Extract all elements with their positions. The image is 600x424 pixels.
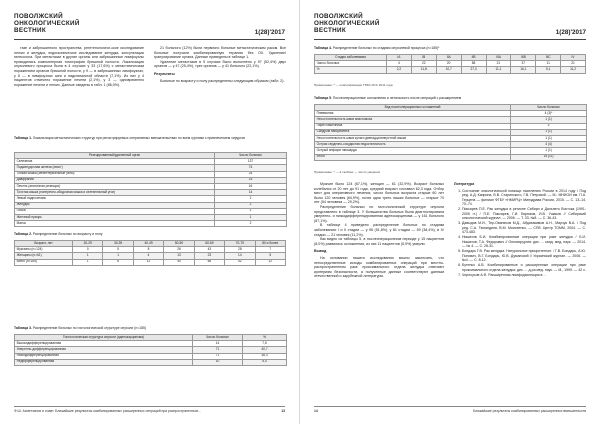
table1-cell-organ: Левый надпочечник <box>15 196 215 202</box>
table1-caption-label: Таблица 1. <box>14 136 32 140</box>
table3-caption-text: Распределение больных по гистологической структуре опухоли (n=185) <box>32 326 146 330</box>
table2-cell-value: 13 <box>164 253 194 259</box>
table4-header: IA <box>387 55 412 61</box>
table1-cell-organ: Диафрагма <box>15 177 215 183</box>
journal-title-line: ОНКОЛОГИЧЕСКИЙ <box>314 19 380 27</box>
table1-cell-organ: Желчный пузырь <box>15 214 215 220</box>
table4-header: IIIB <box>511 55 536 61</box>
table5-cell-complication: Пневмония <box>315 111 511 117</box>
table4-cell-value: 16,1 <box>511 67 536 73</box>
table4-header: IIA <box>436 55 461 61</box>
table4-cell-value: 58 <box>461 61 486 67</box>
table5-cell-complication: Парез кишечника <box>315 123 511 129</box>
table5-cell-count: 1 (1) <box>511 135 587 141</box>
table4-cell-label: % <box>315 67 387 73</box>
table2-cell-value: 28 <box>225 247 255 253</box>
table-row <box>315 154 587 160</box>
table4-cell-value: 11,2 <box>561 67 586 73</box>
table4-header: IIB <box>461 55 486 61</box>
table-row <box>15 259 286 265</box>
body-paragraph: Мужчин было 124 (67,1%), женщин — 61 (32,9%). Возраст больных колебался от 20 лет до 91 года, средний возраст составил 62,3 года. Отбор мест для оперативного лечения, число больных возраста старше 60 лет было 120 человек (64,9%), почти одна треть наших больных — старше 70 лет (54 человека — 29,2%). <box>314 182 444 205</box>
table2-cell-value: 40 <box>164 259 194 265</box>
table3-caption-label: Таблица 3. <box>14 326 32 330</box>
reference-item: 7. Черноусов А.Ф. Расширенная лимфодиссекция в… <box>462 273 586 278</box>
table4-note: Примечание: * — классификация TNM UICC 2011 года <box>314 83 393 87</box>
table1-cell-count: 137 <box>215 159 287 165</box>
table1-cell-count: 74 <box>215 165 287 171</box>
table4-cell-value: 21 <box>561 61 586 67</box>
table5-caption <box>314 96 586 100</box>
references-heading: Литература <box>454 182 475 186</box>
table2-age-header: 70-79 <box>225 241 255 247</box>
body-paragraph: Удаление метастазов в 5 случаях было выполнено у 97 (52,4%) двух органов — у 47 (25,4%), трех органов — у 41 больного (22,1%). <box>154 59 286 69</box>
table2-cell-value: 66 <box>194 259 224 265</box>
table4-header: IIIC <box>536 55 561 61</box>
table5-caption-label: Таблица 5. <box>314 96 332 100</box>
table3-cell-histology: Высокодифференцированная <box>15 341 193 347</box>
table3-header: Число больных <box>193 335 243 341</box>
body-paragraph: Как видно из таблицы 5, в послеоперационном периоде у 15 пациентов (8,0%) развились осложнения, из них 11 пациентов (5,9%) умерли. <box>314 237 444 246</box>
table3-cell-histology: Недифференцированная <box>15 359 193 365</box>
table4-cell-value: 22 <box>411 61 436 67</box>
reference-item: 2. Пиксарев П.Е. Рак желудка в регионе Сибири и Дальнего Востока (1991-2005 гг.) / П.Е. Пиксарев, Г.И. Бирюков, И.В. Ушаков // Сибирский онкологический журнал. — 2006. — Т. 33, №8. — С. 36-43. <box>462 207 586 221</box>
table2-age-header: 60-69 <box>194 241 224 247</box>
table5-cell-complication: Несостоятельность швов культи двенадцатиперстной кишки <box>315 135 511 141</box>
table1-caption <box>14 136 286 140</box>
journal-title-line: ПОВОЛЖСКИЙ <box>14 13 63 20</box>
table5-cell-count: 3 <box>511 123 587 129</box>
table3-header: Гистологическая структура опухоли (аденокарцинома) <box>15 335 193 341</box>
page-number: 14 <box>314 409 318 413</box>
table-row <box>315 67 586 73</box>
table1-cell-count: 23 <box>215 177 287 183</box>
journal-title <box>14 14 285 34</box>
table2-cell-value: 5 <box>255 253 285 259</box>
table2-age-header: 20-29 <box>73 241 103 247</box>
right-page-header <box>314 14 586 40</box>
left-column-1 <box>14 46 144 132</box>
table1-cell-count: 2 <box>215 196 287 202</box>
table5-cell-count: 1 (1) <box>511 129 587 135</box>
table1-header: Резецированный/удаленный орган <box>15 153 215 159</box>
table3-cell-count: 14 <box>193 341 243 347</box>
table3-cell-histology: Низкодифференцированная <box>15 353 193 359</box>
table1-cell-organ: Матка <box>15 221 215 227</box>
table4-cell-value: 37 <box>511 61 536 67</box>
right-page <box>300 0 600 424</box>
table2-age-header: 40-49 <box>133 241 163 247</box>
section-heading: Результаты <box>154 71 175 76</box>
journal-title-line: ВЕСТНИК <box>14 26 47 34</box>
table2-age-header: 80 и более <box>255 241 285 247</box>
table4-cell-value: 5,1 <box>536 67 561 73</box>
table3-cell-count: 71 <box>193 347 243 353</box>
table2-cell-value: 12 <box>255 259 285 265</box>
table4-cell-value: 11,8 <box>411 67 436 73</box>
table5-caption-text: Послеоперационные осложнения и летальность после операций с расширением <box>332 96 462 100</box>
table2-cell-value: 7 <box>255 247 285 253</box>
table3-cell-percent: 38,3 <box>243 353 287 359</box>
table4-header: Стадия заболевания <box>315 55 387 61</box>
table4-caption-text: Распределение больных по стадиям опухолевой процесса (n=185)* <box>332 46 440 50</box>
table2-caption-label: Таблица 2. <box>14 232 32 236</box>
references-column <box>454 182 586 394</box>
table4-cell-value: 11 <box>536 61 561 67</box>
table1-cell-organ: Поджелудочная железа (хвост) <box>15 165 215 171</box>
table1-cell-organ: Селезенка <box>15 159 215 165</box>
table1-cell-count: 14 <box>215 190 287 196</box>
table5-header: Вид послеоперационных осложнений <box>315 105 511 111</box>
table2-cell-value: 5 <box>103 247 133 253</box>
table-row <box>15 221 287 227</box>
journal-title-line: ВЕСТНИК <box>314 26 347 34</box>
body-paragraph: Распределение больных по гистологической структуре опухоли представлено в таблице 3. У большинства больных была диагностирована умеренно- и низкодифференцированная аденокарцинома — у 161 больного (87,1%). <box>314 204 444 223</box>
right-column-1 <box>314 182 444 394</box>
table2-cell-group: Женщины (n=61) <box>15 253 73 259</box>
table2-cell-value: 1 <box>73 259 103 265</box>
table2-cell-group: Мужчины (n=124) <box>15 247 73 253</box>
table4-cell-value: 10,7 <box>436 67 461 73</box>
table5-cell-count: 1 (1) <box>511 117 587 123</box>
table2-age-header: 50-59 <box>164 241 194 247</box>
references-list <box>454 189 586 278</box>
footer-running-title: Ф.Ш. Ахметзянов и соавт. Ближайшие результаты комбинированных расширенных операций при распространенном… <box>14 409 202 413</box>
issue-number: 1(28)'2017 <box>555 29 586 36</box>
table5-cell-count: 4 (4) <box>511 142 587 148</box>
table2-caption <box>14 232 286 236</box>
table3 <box>14 334 287 366</box>
table2-caption-text: Распределение больных по возрасту и полу <box>32 232 103 236</box>
right-page-footer <box>314 406 586 414</box>
table2-cell-value: 1 <box>73 253 103 259</box>
table1-cell-organ: Толстая кишка (поперечно-ободочная кишка и селезеночный угол) <box>15 190 215 196</box>
table3-cell-count: 10 <box>193 359 243 365</box>
table4-cell-value: 20 <box>436 61 461 67</box>
table2-cell-value: 6 <box>103 259 133 265</box>
table2-corner: Возраст, лет <box>15 241 73 247</box>
table5-header: Число больных <box>511 105 587 111</box>
table4-caption <box>314 46 586 50</box>
table4-caption-label: Таблица 4. <box>314 46 332 50</box>
body-paragraph: 21 больного (12%) были первично больные метастатическим раком. Все больные получали комбинированную терапию без ОХ. Удаление/гранулирование органа. Данные приведены в таблице 1. <box>154 46 286 60</box>
table4-cell-value: 21 <box>486 61 511 67</box>
journal-title-line: ПОВОЛЖСКИЙ <box>314 13 363 20</box>
table4-cell-value: 27,3 <box>461 67 486 73</box>
table5-cell-complication: Острая сердечно-сосудистая недостаточность <box>315 142 511 148</box>
table3-cell-percent: 7,6 <box>243 341 287 347</box>
table2-cell-value: 23 <box>194 253 224 259</box>
page-number: 13 <box>281 409 285 413</box>
table2 <box>14 240 286 266</box>
reference-item: 5. Бондарь Г.В. Рак желудка. Натуральное приоритетное. / Г.В. Бондарь, А.Ю. Попович, В.Г. Бондарь, Ю.В. Думанский // Украинский журнал. — 2006. — №4. — С. 8-12. <box>462 249 586 263</box>
table4-header: IB <box>411 55 436 61</box>
table5-cell-count: 4 (3)* <box>511 111 587 117</box>
reference-item: 3. Давыдов М.И., Тер-Ованесов М.Д., Абдихакимов А.Н., Марчук В.А. / Под ред. С.А. Тюляндина, В.М. Моисеенко. — СПб: Центр ТОММ, 2004. — С. 473-483. <box>462 221 586 235</box>
table5 <box>314 104 587 161</box>
table4-cell-value: 4 <box>387 61 412 67</box>
table1-cell-organ: Почка <box>15 208 215 214</box>
table2-age-header: 30-39 <box>103 241 133 247</box>
left-page-footer <box>14 406 285 414</box>
table1-cell-organ: Желудок <box>15 202 215 208</box>
table4-header: IIIA <box>486 55 511 61</box>
table2-cell-group: Всего (n=185) <box>15 259 73 265</box>
table3-header: % <box>243 335 287 341</box>
table3-cell-percent: 5,4 <box>243 359 287 365</box>
table4-cell-value: 2,2 <box>387 67 412 73</box>
table2-cell-value: 8 <box>133 247 163 253</box>
table1-caption-text: Локализация метастатических структур при регистрируемых оперативных вмешательствах по всем группам с привлечением хирургов <box>32 136 245 140</box>
table2-cell-value: 1 <box>103 253 133 259</box>
table5-cell-complication: Итого <box>315 154 511 160</box>
body-paragraph: На основании нашего исследования можно заключить, что непосредственные исходы комбинированных операций при местно-распространенном раке проксимального отдела желудка отвечают критериям безопасности, а полученные данные соответствуют данным отечественной и зарубежной литературы. <box>314 255 444 279</box>
table5-cell-complication: Острый инфаркт миокарда <box>315 148 511 154</box>
table4-cell-value: 11,1 <box>486 67 511 73</box>
table5-note: Примечание: * — в скобках — число умерших <box>314 170 381 174</box>
body-paragraph: В таблице 4 приведено распределение больных по стадиям заболевания: I и II стадии — у 96 (51,8%), у 81 стадии — 59 (38,4%), в IV стадии — 21 человек (11,2%). <box>314 223 444 237</box>
table5-cell-complication: Несостоятельность швов анастомоза <box>315 117 511 123</box>
journal-title <box>314 14 586 34</box>
table2-cell-value: 26 <box>164 247 194 253</box>
table-row <box>15 359 287 365</box>
table1-cell-organ: Тонкая кишка (мезентериальные узлы) <box>15 171 215 177</box>
table5-cell-count: 15 (11) <box>511 154 587 160</box>
table4-cell-label: Число больных <box>315 61 387 67</box>
reference-item: 6. Бутенко А.В. Комбинированные и расширенные операции при раке проксимального отдела желудка: дис. ... д-ра мед. наук. — М., 1999. — 42 с. <box>462 263 586 272</box>
table2-cell-value: 4 <box>133 253 163 259</box>
table1-cell-organ: Печень (атипичная резекция) <box>15 183 215 189</box>
left-column-2 <box>154 46 286 132</box>
reference-item: 4. Нишихов Б.И. Комбинированные операции при раке желудка / Б.И. Нишихов, Т.А. Федорович // Онкохирургия: дис. ... канд. мед. наук. — 2014. — № 4. — C. 28-31. <box>462 235 586 249</box>
table2-cell-value: 14 <box>225 253 255 259</box>
table1-cell-count: 16 <box>215 183 287 189</box>
table1-cell-count: 1 <box>215 208 287 214</box>
table1-cell-count: 2 <box>215 202 287 208</box>
journal-title-line: ОНКОЛОГИЧЕСКИЙ <box>14 19 80 27</box>
table5-cell-complication: Синдром панкреатита <box>315 129 511 135</box>
table1-header: Число больных <box>215 153 287 159</box>
table2-cell-value: 0 <box>73 247 103 253</box>
table1-cell-count: 1 <box>215 214 287 220</box>
table3-cell-count: 71 <box>193 353 243 359</box>
reference-item: 1. Состояние онкологической помощи населению России в 2014 году / Под ред. А.Д. Каприна, В.В. Старинского, Г.В. Петровой. — М.: МНИОИ им. П.А. Герцена — филиал ФГБУ «НМИРЦ» Минздрава России, 2015. — С. 13–14, 70–74. <box>462 189 586 207</box>
table2-cell-value: 42 <box>225 259 255 265</box>
issue-number: 1(28)'2017 <box>254 29 285 36</box>
table3-cell-percent: 40,7 <box>243 347 287 353</box>
table2-cell-value: 43 <box>194 247 224 253</box>
table5-cell-count: 1 (1) <box>511 148 587 154</box>
table1-cell-count: 24 <box>215 171 287 177</box>
table3-caption <box>14 326 286 330</box>
table4-header: IV <box>561 55 586 61</box>
table4 <box>314 54 586 74</box>
footer-running-title: Ближайшие результаты комбинированных расширенных вмешательств <box>473 409 586 413</box>
body-paragraph: Больные по возрасту и полу распределены следующим образом (табл. 2). <box>160 78 285 83</box>
table3-cell-histology: Умеренно-дифференцированная <box>15 347 193 353</box>
table2-cell-value: 12 <box>133 259 163 265</box>
section-heading: Вывод <box>314 249 327 254</box>
table1 <box>14 152 287 227</box>
body-paragraph: тазе и забрюшинного пространства, рентгенологиче-ское исследование легких и желудка, эндоскопическое исследование желудка, консультация гинеколога. При метастазах в другие органы или забрюшинные лимфоузлы проводилась компьютерная томография брюшной полости. Локализация опухолевого процесса была в 4 случаях у 33 (17,6%) с метастатическим поражением органов брюшной полости, у 9 — в забрюшинных лимфоузлах, у 6 — в лимфоузлах шеи и надключичной области (7,1%). Из них у 4 пациентов отмечено поражение печени (2,1%), у 3 — одновременно поражение печени и легких. Данные сведены в табл. 1 (86,0%). <box>14 46 144 87</box>
left-page-header <box>14 14 285 40</box>
table1-cell-count: 2 <box>215 221 287 227</box>
